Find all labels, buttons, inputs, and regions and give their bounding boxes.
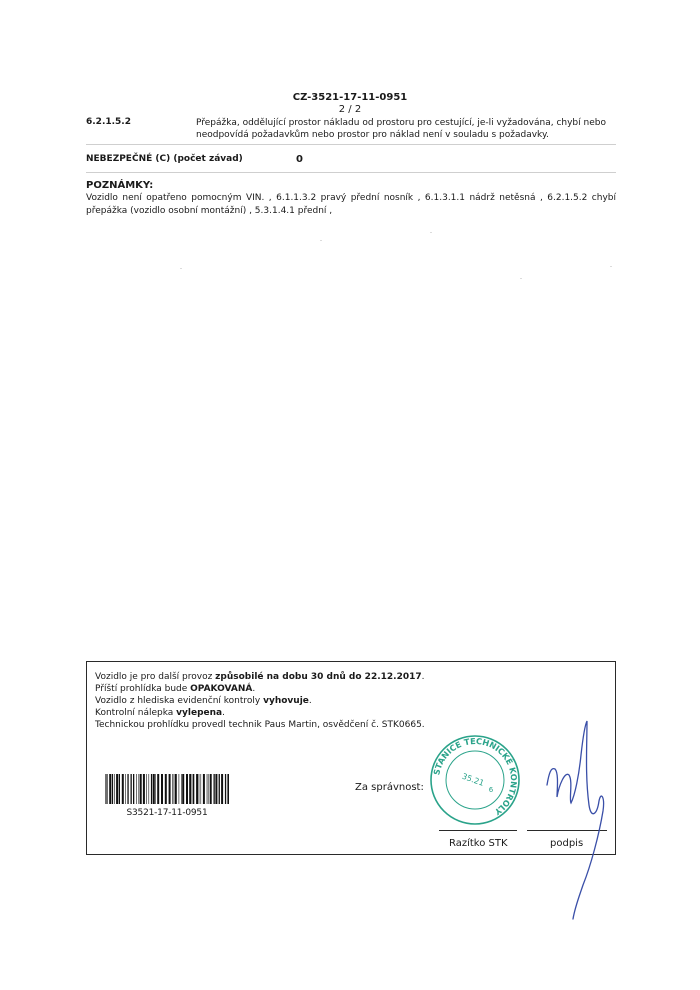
barcode-bar <box>161 774 163 804</box>
barcode-bar <box>225 774 226 804</box>
razitko-label: Razítko STK <box>449 838 508 849</box>
handwritten-signature <box>535 715 625 925</box>
barcode-bar <box>219 774 220 804</box>
barcode-bar <box>105 774 106 804</box>
barcode-bar <box>133 774 134 804</box>
barcode-bar <box>107 774 108 804</box>
barcode-bar <box>174 774 175 804</box>
barcode-bar <box>196 774 198 804</box>
result-technician: Technickou prohlídku provedl technik Paus Martin, osvědčení č. STK0665. <box>95 720 425 730</box>
danger-count: 0 <box>296 154 303 165</box>
barcode-bar <box>112 774 113 804</box>
barcode-bar <box>192 774 193 804</box>
defect-code: 6.2.1.5.2 <box>86 117 131 127</box>
stamp-ring-text: STANICE TECHNICKÉ KONTROLY <box>431 735 520 818</box>
barcode-bar <box>165 774 167 804</box>
result-sticker: Kontrolní nálepka vylepena. <box>95 708 225 718</box>
barcode-bar <box>201 774 202 804</box>
scan-artifact <box>610 266 612 267</box>
stamp-line <box>439 830 517 831</box>
barcode-bar <box>199 774 200 804</box>
barcode-bar <box>182 774 184 804</box>
barcode-text: S3521-17-11-0951 <box>126 808 208 818</box>
barcode-bar <box>122 774 124 804</box>
barcode-bar <box>139 774 140 804</box>
scan-artifact <box>520 278 522 279</box>
document-id: CZ-3521-17-11-0951 <box>292 92 408 103</box>
barcode-bar <box>181 774 182 804</box>
barcode-bar <box>208 774 209 804</box>
barcode-bar <box>106 774 107 804</box>
page-number: 2 / 2 <box>338 104 362 115</box>
result-registration-check: Vozidlo z hlediska evidenční kontroly vyhovuje. <box>95 696 312 706</box>
barcode-bar <box>186 774 188 804</box>
barcode-bar <box>143 774 145 804</box>
scan-artifact <box>320 240 322 241</box>
barcode-bar <box>119 774 120 804</box>
stamp-digit: 6 <box>488 786 494 794</box>
stamp-number: 35.21 <box>460 771 486 788</box>
divider <box>86 172 616 173</box>
barcode-bar <box>193 774 194 804</box>
barcode-bar <box>114 774 115 804</box>
defect-description: Přepážka, oddělující prostor nákladu od prostoru pro cestující, je-li vyžadována, chybí nebo neodpovídá požadavkům nebo prostor pro náklad není v souladu s požadavky. <box>196 118 606 140</box>
barcode-bar <box>127 774 128 804</box>
result-next-inspection: Příští prohlídka bude OPAKOVANÁ. <box>95 684 256 694</box>
barcode-bar <box>146 774 147 804</box>
barcode-bar <box>109 774 111 804</box>
result-validity: Vozidlo je pro další provoz způsobilé na dobu 30 dnů do 22.12.2017. <box>95 672 425 682</box>
barcode-bar <box>203 774 205 804</box>
barcode-bar <box>207 774 208 804</box>
notes-title: POZNÁMKY: <box>86 180 154 191</box>
barcode-bar <box>140 774 142 804</box>
barcode-bar <box>151 774 152 804</box>
barcode-bar <box>221 774 223 804</box>
stk-stamp <box>429 734 521 826</box>
barcode <box>105 774 229 804</box>
danger-label: NEBEZPEČNÉ (C) (počet závad) <box>86 154 243 164</box>
divider <box>86 144 616 145</box>
barcode-bar <box>179 774 180 804</box>
barcode-bar <box>131 774 132 804</box>
barcode-bar <box>157 774 159 804</box>
barcode-bar <box>172 774 173 804</box>
barcode-bar <box>210 774 212 804</box>
barcode-bar <box>153 774 155 804</box>
barcode-bar <box>189 774 191 804</box>
barcode-bar <box>227 774 229 804</box>
barcode-bar <box>125 774 126 804</box>
scan-artifact <box>180 268 182 269</box>
barcode-bar <box>214 774 215 804</box>
barcode-bar <box>116 774 118 804</box>
podpis-label: podpis <box>550 838 584 849</box>
za-spravnost-label: Za správnost: <box>355 782 424 793</box>
barcode-bar <box>169 774 171 804</box>
barcode-bar <box>155 774 156 804</box>
barcode-bar <box>215 774 217 804</box>
barcode-bar <box>136 774 137 804</box>
barcode-bar <box>149 774 150 804</box>
notes-text: Vozidlo není opatřeno pomocným VIN. , 6.1.1.3.2 pravý přední nosník , 6.1.3.1.1 nádrž netěsná , 6.2.1.5.2 chybí přepážka (vozidlo osobní montážní) , 5.3.1.4.1 přední , <box>86 193 616 216</box>
scan-artifact <box>430 232 432 233</box>
barcode-bar <box>175 774 177 804</box>
